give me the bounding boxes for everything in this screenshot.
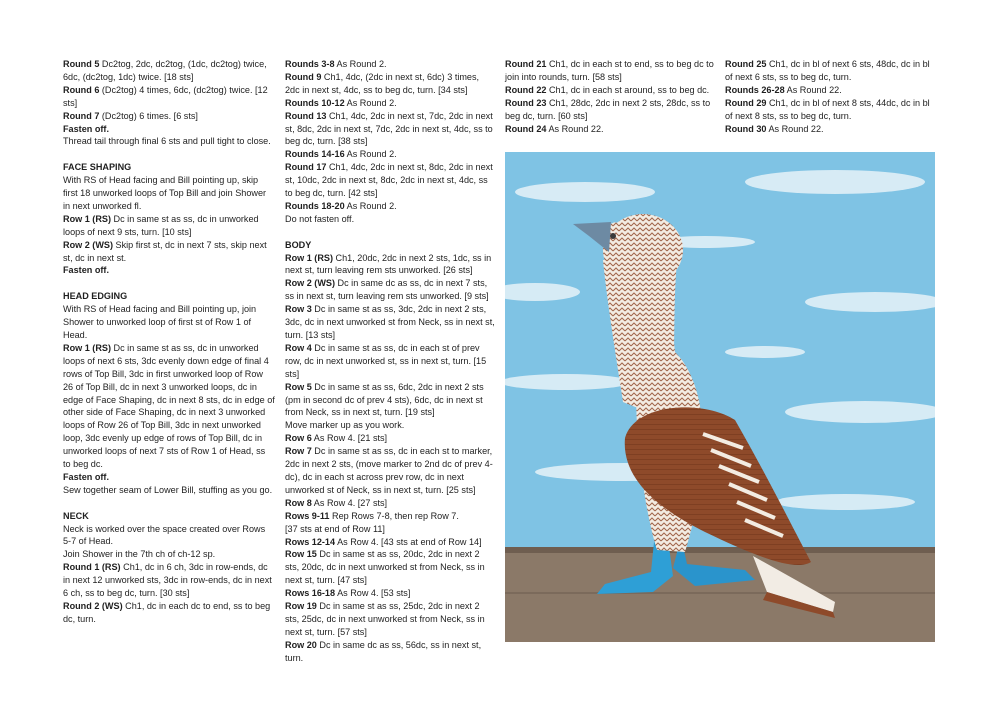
instruction-line: Round 24 As Round 22. [505,123,604,134]
instruction-line: Row 6 As Row 4. [21 sts] [285,433,388,444]
fasten-off: Fasten off. [63,123,109,134]
section-heading-body: BODY [285,239,312,250]
instruction-line: Round 1 (RS) Ch1, dc in 6 ch, 3dc in row-ends, dc in next 12 unworked sts, 3dc in row-ends, dc in next 6 ch, ss to beg dc, turn. [30 sts] [63,562,272,599]
instruction-line: Row 15 Dc in same st as ss, 20dc, 2dc in next 2 sts, 20dc, dc in next unworked st from Neck, ss in next st, turn. [47 sts] [285,549,485,586]
instruction-line: Rounds 18-20 As Round 2. [285,200,397,211]
instruction-line: Row 2 (WS) Dc in same dc as ss, dc in next 7 sts, ss in next st, turn leaving rem sts unworked. [9 sts] [285,278,489,302]
instruction-line: Row 8 As Row 4. [27 sts] [285,497,388,508]
instruction-line: Row 7 Dc in same st as ss, dc in each st to marker, 2dc in next 2 sts, (move marker to 2nd dc of prev 4-dc), dc in each st across prev row, dc in next unworked st of Neck, ss in next st, turn. [25 sts] [285,446,493,495]
instruction-line: Round 23 Ch1, 28dc, 2dc in next 2 sts, 28dc, ss to beg dc, turn. [60 sts] [505,97,711,121]
fasten-off: Fasten off. [63,265,109,276]
column-1 [63,58,275,626]
instruction-line: Round 6 (Dc2tog) 4 times, 6dc, (dc2tog) twice. [12 sts] [63,84,268,108]
instruction-line: Rows 16-18 As Row 4. [53 sts] [285,588,411,599]
instruction-line: Row 5 Dc in same st as ss, 6dc, 2dc in next 2 sts (pm in second dc of prev 4 sts), 6dc, dc in next st from Neck, ss in next st, turn. [19 sts] [285,381,484,418]
instruction-line: Round 9 Ch1, 4dc, (2dc in next st, 6dc) 3 times, 2dc in next st, 4dc, ss to beg dc, turn. [34 sts] [285,71,480,95]
instruction-text: Move marker up as you work. [285,420,405,431]
instruction-line: Round 7 (Dc2tog) 6 times. [6 sts] [63,110,198,121]
instruction-text: Neck is worked over the space created over Rows 5-7 of Head. [63,523,266,547]
fasten-off: Fasten off. [63,471,109,482]
instruction-line: Round 21 Ch1, dc in each st to end, ss to beg dc to join into rounds, turn. [58 sts] [505,59,714,82]
section-heading-neck: NECK [63,510,89,521]
instruction-line: Round 5 Dc2tog, 2dc, dc2tog, (1dc, dc2tog) twice, 6dc, (dc2tog, 1dc) twice. [18 sts] [63,59,267,82]
instruction-line: Rounds 14-16 As Round 2. [285,149,397,160]
instruction-line: Row 3 Dc in same st as ss, 3dc, 2dc in next 2 sts, 3dc, dc in next unworked st from Neck, ss in next st, turn. [13 sts] [285,304,495,341]
instruction-text: Thread tail through final 6 sts and pull tight to close. [63,136,271,147]
column-4 [725,58,937,135]
instruction-text: Do not fasten off. [285,213,355,224]
section-heading-head-edging: HEAD EDGING [63,291,128,302]
instruction-line: Round 22 Ch1, dc in each st around, ss to beg dc. [505,84,710,95]
column-3 [505,58,717,135]
instruction-line: Rows 12-14 As Row 4. [43 sts at end of Row 14] [285,536,482,547]
instruction-line: Row 4 Dc in same st as ss, dc in each st of prev row, dc in next unworked st, ss in next st, turn. [15 sts] [285,342,487,379]
instruction-line: Round 17 Ch1, 4dc, 2dc in next st, 8dc, 2dc in next st, 10dc, 2dc in next st, 8dc, 2dc in next st, 4dc, ss to beg dc, turn. [42 sts] [285,162,493,199]
instruction-line: Round 2 (WS) Ch1, dc in each dc to end, ss to beg dc, turn. [63,601,271,624]
instruction-line: Row 19 Dc in same st as ss, 25dc, 2dc in next 2 sts, 25dc, dc in next unworked st from Neck, ss in next st, turn. [57 sts] [285,601,485,637]
instruction-line: Rounds 26-28 As Round 22. [725,84,842,95]
instruction-text: [37 sts at end of Row 11] [285,523,385,534]
instruction-text: Join Shower in the 7th ch of ch-12 sp. [63,549,216,560]
instruction-line: Rounds 10-12 As Round 2. [285,97,397,108]
instruction-text: Sew together seam of Lower Bill, stuffing as you go. [63,484,273,495]
booby-illustration [505,152,935,642]
instruction-line: Row 1 (RS) Dc in same st as ss, dc in unworked loops of next 6 sts, 3dc evenly down edge of final 4 rows of Top Bill, 3dc in first unworked loop of Row 26 of Top Bill, dc in next 3 unworked loops, dc in edge of Face Shaping, dc in next 8 sts, dc in edge of other side of Face Shaping, dc in next 3 unworked loops of Row 26 of Top Bill, 3dc in next unworked loop, 3dc evenly up edge of rows of Top Bill, dc in unworked loops of next 7 sts of Row 1 of Head, ss to beg dc. [63,342,275,470]
booby-photo [505,152,935,642]
booby-eye [610,233,616,239]
instruction-line: Round 25 Ch1, dc in bl of next 6 sts, 48dc, dc in bl of next 6 sts, ss to beg dc, turn. [725,59,930,82]
section-heading-face-shaping: FACE SHAPING [63,162,132,173]
instruction-line: Rows 9-11 Rep Rows 7-8, then rep Row 7. [285,510,459,521]
instruction-line: Round 30 As Round 22. [725,123,824,134]
instruction-line: Row 1 (RS) Ch1, 20dc, 2dc in next 2 sts, 1dc, ss in next st, turn leaving rem sts unworked. [26 sts] [285,252,492,276]
instruction-line: Row 2 (WS) Skip first st, dc in next 7 sts, skip next st, dc in next st. [63,239,267,263]
instruction-text: With RS of Head facing and Bill pointing up, join Shower to unworked loop of first st of Row 1 of Head. [63,304,257,340]
wood-floor [505,547,935,642]
instruction-line: Rounds 3-8 As Round 2. [285,59,387,69]
instruction-line: Round 29 Ch1, dc in bl of next 8 sts, 44dc, dc in bl of next 8 sts, ss to beg dc, turn. [725,97,930,121]
instruction-line: Row 1 (RS) Dc in same st as ss, dc in unworked loops of next 9 sts, turn. [10 sts] [63,213,259,237]
instruction-text: With RS of Head facing and Bill pointing up, skip first 18 unworked loops of Top Bill and join Shower in next unworked fl. [63,175,267,211]
column-2 [285,58,495,665]
instruction-line: Row 20 Dc in same dc as ss, 56dc, ss in next st, turn. [285,639,482,663]
instruction-line: Round 13 Ch1, 4dc, 2dc in next st, 7dc, 2dc in next st, 8dc, 2dc in next st, 7dc, 2dc in next st, 4dc, ss to beg dc, turn. [38 sts] [285,110,493,147]
